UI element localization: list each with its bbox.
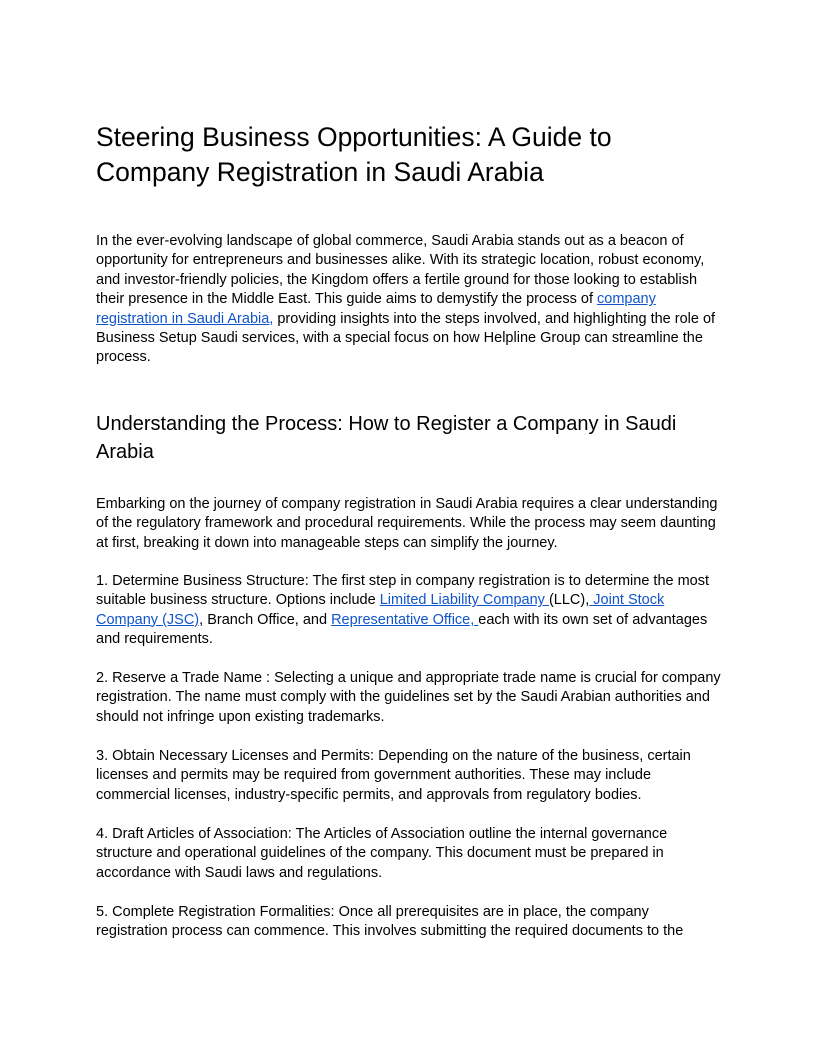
step-1-text-c: , Branch Office, and xyxy=(199,611,332,628)
jsc-link[interactable]: Joint Stock Company (JSC) xyxy=(96,592,665,628)
llc-link[interactable]: Limited Liability Company xyxy=(379,592,549,609)
step-1-text-b: (LLC), xyxy=(548,592,590,609)
step-1-text-d: each with its own set of advantages and requirements. xyxy=(96,611,708,648)
document-title: Steering Business Opportunities: A Guide to Company Registration in Saudi Arabia xyxy=(96,122,612,187)
intro-paragraph xyxy=(96,232,724,368)
company-registration-link[interactable]: company registration in Saudi Arabia, xyxy=(96,291,656,327)
step-2-paragraph: 2. Reserve a Trade Name : Selecting a unique and appropriate trade name is crucial for company registration. The name must comply with the guidelines set by the Saudi Arabian authorities and should not infringe upon existing trademarks. xyxy=(96,670,721,725)
embark-paragraph: Embarking on the journey of company registration in Saudi Arabia requires a clear understanding of the regulatory framework and procedural requirements. While the process may seem daunting at first, breaking it down into manageable steps can simplify the journey. xyxy=(96,496,718,551)
step-5-paragraph: 5. Complete Registration Formalities: Once all prerequisites are in place, the company registration process can commence. This involves submitting the required documents to the xyxy=(96,904,684,940)
representative-office-link[interactable]: Representative Office, xyxy=(331,611,479,628)
intro-text-before: In the ever-evolving landscape of global commerce, Saudi Arabia stands out as a beacon of opportunity for entrepreneurs and businesses alike. With its strategic location, robust economy, and investor-friendly policies, the Kingdom offers a fertile ground for those looking to establish their presence in the Middle East. This guide aims to demystify the process of xyxy=(96,233,705,308)
step-1-paragraph xyxy=(96,572,724,650)
intro-text-after: providing insights into the steps involved, and highlighting the role of Business Setup Saudi services, with a special focus on how Helpline Group can streamline the process. xyxy=(96,310,716,366)
step-3-paragraph: 3. Obtain Necessary Licenses and Permits: Depending on the nature of the business, certain licenses and permits may be required from government authorities. These may include commercial licenses, industry-specific permits, and approvals from regulatory bodies. xyxy=(96,748,691,803)
step-1-text-a: 1. Determine Business Structure: The first step in company registration is to determine the most suitable business structure. Options include xyxy=(96,573,710,609)
step-4-paragraph: 4. Draft Articles of Association: The Articles of Association outline the internal governance structure and operational guidelines of the company. This document must be prepared in accordance with Saudi laws and regulations. xyxy=(96,826,668,881)
section-heading: Understanding the Process: How to Register a Company in Saudi Arabia xyxy=(96,413,677,463)
